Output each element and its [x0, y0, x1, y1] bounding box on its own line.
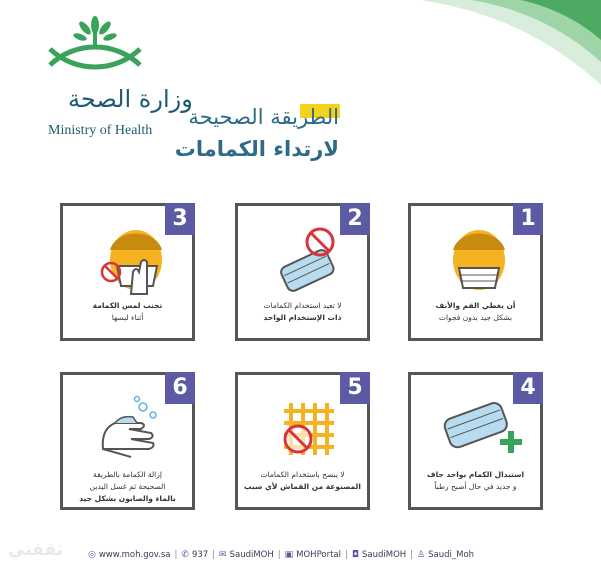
tip-card-2 — [235, 203, 370, 341]
snapchat-icon: ♙ — [417, 550, 426, 560]
tip-caption-line-1: لا ينصح باستخدام الكمامات — [260, 470, 345, 479]
tip-caption — [69, 300, 186, 324]
tip-caption — [244, 469, 361, 493]
tip-caption-line-1: استبدال الكمام بواحد جاف — [426, 470, 525, 479]
tip-caption — [244, 300, 361, 324]
page-title-line-2: لارتداء الكمامات — [174, 137, 339, 161]
twitter-text: SaudiMOH — [229, 550, 274, 560]
website-text: www.moh.gov.sa — [98, 550, 171, 560]
step-number-badge: 1 — [513, 203, 543, 235]
tip-card-4 — [408, 372, 543, 510]
hand-washing-icon — [81, 389, 181, 469]
step-number-badge: 5 — [340, 372, 370, 404]
step-number-badge: 2 — [340, 203, 370, 235]
portal-link[interactable] — [281, 550, 345, 560]
face-with-mask-icon — [429, 220, 529, 300]
divider: | — [174, 550, 178, 560]
no-touch-mask-icon — [81, 220, 181, 300]
tip-caption — [417, 300, 534, 324]
reuse-mask-prohibited-icon — [256, 220, 356, 300]
phone-icon: ✆ — [181, 550, 189, 560]
tip-caption-line-2: الصحيحة ثم غسل اليدين — [89, 482, 166, 491]
instagram-link[interactable] — [348, 550, 410, 560]
tip-caption-line-2: و جديد في حال أصبح رطباً — [434, 482, 517, 491]
tip-caption-line-2: أثناء لبسها — [111, 313, 144, 322]
step-number-badge: 3 — [165, 203, 195, 235]
divider: | — [410, 550, 414, 560]
logo-english-text: Ministry of Health — [48, 123, 153, 138]
step-number-badge: 6 — [165, 372, 195, 404]
tip-card-3 — [60, 203, 195, 341]
tip-caption-line-1: إزالة الكمامة بالطريقة — [93, 470, 162, 479]
website-link[interactable] — [84, 550, 175, 560]
instagram-icon: ◘ — [351, 550, 359, 560]
divider: | — [345, 550, 348, 560]
tip-caption-line-2: المصنوعة من القماش لأي سبب — [244, 482, 361, 491]
video-icon: ▣ — [284, 550, 294, 560]
decorative-swoosh — [361, 0, 601, 90]
tip-card-1 — [408, 203, 543, 341]
portal-text: MOHPortal — [296, 550, 341, 560]
snapchat-text: Saudi_Moh — [428, 550, 475, 560]
tip-caption — [69, 469, 186, 505]
snapchat-link[interactable] — [413, 550, 478, 560]
instagram-text: SaudiMOH — [362, 550, 407, 560]
palm-swords-emblem-icon — [20, 15, 170, 75]
phone-link[interactable] — [174, 550, 212, 560]
divider: | — [212, 550, 216, 560]
tip-caption-line-3: بالماء والصابون بشكل جيد — [79, 494, 176, 503]
twitter-icon: ✉ — [219, 550, 227, 560]
watermark-logo: ثقفني — [8, 540, 63, 560]
tip-caption-line-2: ذات الإستخدام الواحد — [263, 313, 342, 322]
tip-card-6 — [60, 372, 195, 510]
no-fabric-mask-icon — [256, 389, 356, 469]
ministry-logo — [20, 15, 193, 138]
twitter-link[interactable] — [215, 550, 278, 560]
phone-text: 937 — [191, 550, 209, 560]
replace-mask-icon — [429, 389, 529, 469]
tip-caption — [417, 469, 534, 493]
logo-arabic-text: وزارة الصحة — [68, 85, 193, 113]
divider: | — [277, 550, 281, 560]
tip-caption-line-2: بشكل جيد بدون فجوات — [438, 313, 513, 322]
page-title-line-1: الطريقة الصحيحة — [188, 105, 339, 129]
tip-card-5 — [235, 372, 370, 510]
globe-icon: ◎ — [88, 550, 96, 560]
contact-footer — [84, 547, 478, 563]
tip-caption-line-1: أن يغطي الفم والأنف — [435, 301, 516, 310]
tip-caption-line-1: تجنب لمس الكمامة — [92, 301, 163, 310]
tip-caption-line-1: لا تعيد استخدام الكمامات — [263, 301, 342, 310]
step-number-badge: 4 — [513, 372, 543, 404]
